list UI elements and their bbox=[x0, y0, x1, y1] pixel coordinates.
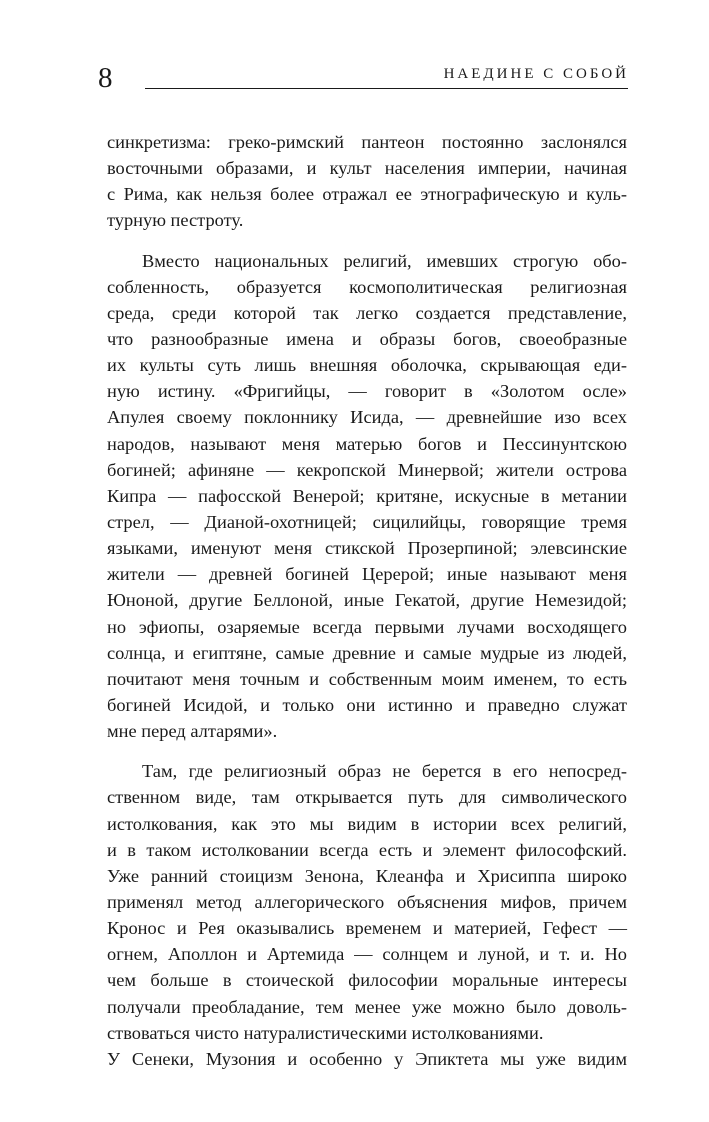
text-line: синкретизма: греко-римский пантеон постоянно заслонялся bbox=[107, 132, 627, 152]
text-line: почитают меня точным и собственным моим именем, то есть bbox=[107, 668, 627, 689]
text-line: собленность, образуется космополитическая религиозная bbox=[107, 276, 627, 297]
text-line: применял метод аллегорического объяснения мифов, причем bbox=[107, 891, 627, 912]
text-line: жители — древней богиней Церерой; иные называют меня bbox=[107, 564, 627, 585]
text-line: Уже ранний стоицизм Зенона, Клеанфа и Хрисиппа широко bbox=[107, 865, 627, 886]
text-line: языками, именуют меня стикской Прозерпиной; элевсинские bbox=[107, 538, 627, 559]
header-rule bbox=[145, 88, 628, 89]
text-line: но эфиопы, озаряемые всегда первыми лучами восходящего bbox=[107, 616, 627, 637]
text-line: народов, называют меня матерью богов и Пессинунтскою bbox=[107, 433, 627, 454]
running-title: НАЕДИНЕ С СОБОЙ bbox=[443, 66, 629, 82]
text-line: мне перед алтарями». bbox=[107, 721, 278, 742]
text-line: истолкования, как это мы видим в истории всех религий, bbox=[107, 813, 627, 834]
paragraph bbox=[107, 248, 627, 745]
body-text bbox=[107, 129, 627, 1072]
text-line: турную пестроту. bbox=[107, 210, 244, 231]
text-line: среда, среди которой так легко создается представление, bbox=[107, 302, 627, 323]
text-line: стрел, — Дианой-охотницей; сицилийцы, говорящие тремя bbox=[107, 511, 627, 532]
text-line: огнем, Аполлон и Артемида — солнцем и луной, и т. и. Но bbox=[107, 944, 627, 965]
text-line: восточными образами, и культ населения империи, начиная bbox=[107, 158, 627, 179]
text-line: богиней Исидой, и только они истинно и праведно служат bbox=[107, 694, 627, 715]
text-line: что разнообразные имена и образы богов, своеобразные bbox=[107, 328, 627, 349]
text-line: чем больше в стоической философии моральные интересы bbox=[107, 970, 627, 991]
paragraph bbox=[107, 758, 627, 1072]
paragraph bbox=[107, 129, 627, 234]
text-line: Кипра — пафосской Венерой; критяне, искусные в метании bbox=[107, 485, 627, 506]
text-line: ствоваться чисто натуралистическими истолкованиями. bbox=[107, 1022, 544, 1043]
text-line: солнца, и египтяне, самые древние и самые мудрые из людей, bbox=[107, 642, 627, 663]
text-line: ственном виде, там открывается путь для символического bbox=[107, 787, 627, 808]
text-line: Юноной, другие Беллоной, иные Гекатой, другие Немезидой; bbox=[107, 590, 627, 611]
text-line: с Рима, как нельзя более отражал ее этнографическую и куль- bbox=[107, 184, 627, 205]
text-line: и в таком истолковании всегда есть и элемент философский. bbox=[107, 839, 627, 860]
text-line: получали преобладание, тем менее уже можно было доволь- bbox=[107, 996, 627, 1017]
text-line: Вместо национальных религий, имевших строгую обо- bbox=[142, 250, 627, 271]
text-line: Апулея своему поклоннику Исида, — древнейшие изо всех bbox=[107, 407, 627, 428]
text-line: Там, где религиозный образ не берется в его непосред- bbox=[142, 761, 627, 782]
text-line: их культы суть лишь внешняя оболочка, скрывающая еди- bbox=[107, 355, 627, 376]
page-number: 8 bbox=[98, 62, 113, 94]
text-line: богиней; афиняне — кекропской Минервой; жители острова bbox=[107, 459, 627, 480]
text-line: Кронос и Рея оказывались временем и материей, Гефест — bbox=[107, 918, 627, 939]
text-line: ную истину. «Фригийцы, — говорит в «Золотом осле» bbox=[107, 381, 627, 402]
text-line: У Сенеки, Музония и особенно у Эпиктета мы уже видим bbox=[107, 1048, 627, 1069]
